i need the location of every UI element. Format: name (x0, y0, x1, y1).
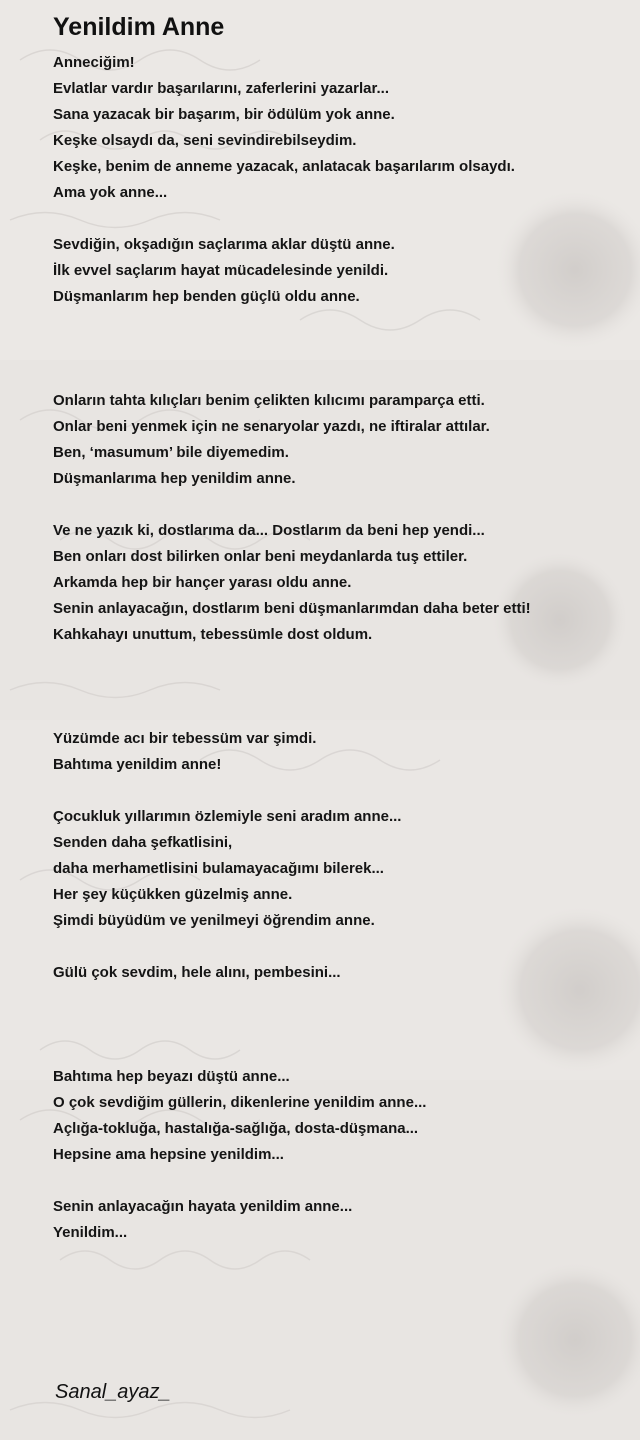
stanza (53, 232, 633, 310)
poem-line: Ben, ‘masumum’ bile diyemedim. (53, 444, 289, 461)
poem-line: Evlatlar vardır başarılarını, zaferlerini yazarlar... (53, 80, 390, 97)
poem-line: Bahtıma yenildim anne! (53, 756, 222, 773)
stanza (53, 50, 633, 206)
stanza-gap (53, 310, 633, 388)
poem-author: Sanal_ayaz_ (55, 1381, 171, 1403)
poem-line: Sana yazacak bir başarım, bir ödülüm yok anne. (53, 106, 395, 123)
poem-line: Onların tahta kılıçları benim çelikten kılıcımı paramparça etti. (53, 392, 485, 409)
stanza-gap (53, 934, 633, 960)
poem-line: Senin anlayacağın hayata yenildim anne... (53, 1198, 353, 1215)
stanza-gap (53, 206, 633, 232)
stanza-gap (53, 778, 633, 804)
poem-line: Gülü çok sevdim, hele alını, pembesini... (53, 964, 341, 981)
poem-line: Senden daha şefkatlisini, (53, 834, 233, 851)
poem-line: Açlığa-tokluğa, hastalığa-sağlığa, dosta-düşmana... (53, 1120, 419, 1137)
poem-line: Bahtıma hep beyazı düştü anne... (53, 1068, 290, 1085)
poem-line: Senin anlayacağın, dostlarım beni düşmanlarımdan daha beter etti! (53, 600, 531, 617)
poem-line: Hepsine ama hepsine yenildim... (53, 1146, 284, 1163)
stanza-gap (53, 492, 633, 518)
poem-line: Arkamda hep bir hançer yarası oldu anne. (53, 574, 352, 591)
poem-line: İlk evvel saçlarım hayat mücadelesinde yenildi. (53, 262, 389, 279)
poem-line: Çocukluk yıllarımın özlemiyle seni aradım anne... (53, 808, 402, 825)
poem-line: Düşmanlarım hep benden güçlü oldu anne. (53, 288, 360, 305)
poem-line: Sevdiğin, okşadığın saçlarıma aklar düştü anne. (53, 236, 395, 253)
poem-line: Kahkahayı unuttum, tebessümle dost oldum. (53, 626, 373, 643)
poem-line: O çok sevdiğim güllerin, dikenlerine yenildim anne... (53, 1094, 427, 1111)
stanza (53, 388, 633, 492)
poem-line: Ben onları dost bilirken onlar beni meydanlarda tuş ettiler. (53, 548, 468, 565)
poem-line: Yenildim... (53, 1224, 128, 1241)
poem-body (53, 50, 633, 1246)
poem-title: Yenildim Anne (53, 13, 225, 41)
poem-line: Ve ne yazık ki, dostlarıma da... Dostlarım da beni hep yendi... (53, 522, 485, 539)
poem-line: Yüzümde acı bir tebessüm var şimdi. (53, 730, 317, 747)
poem-line: Anneciğim! (53, 54, 135, 71)
stanza (53, 726, 633, 778)
stanza-gap (53, 648, 633, 726)
poem-line: Düşmanlarıma hep yenildim anne. (53, 470, 296, 487)
stanza (53, 804, 633, 934)
stanza (53, 518, 633, 648)
stanza (53, 960, 633, 986)
poem-line: Şimdi büyüdüm ve yenilmeyi öğrendim anne. (53, 912, 375, 929)
stanza (53, 1194, 633, 1246)
stanza-gap (53, 986, 633, 1064)
stanza (53, 1064, 633, 1168)
stanza-gap (53, 1168, 633, 1194)
poem-line: Her şey küçükken güzelmiş anne. (53, 886, 293, 903)
poem-line: daha merhametlisini bulamayacağımı bilerek... (53, 860, 384, 877)
poem-line: Onlar beni yenmek için ne senaryolar yazdı, ne iftiralar attılar. (53, 418, 490, 435)
poem-line: Ama yok anne... (53, 184, 168, 201)
poem-line: Keşke olsaydı da, seni sevindirebilseydim. (53, 132, 357, 149)
poem-line: Keşke, benim de anneme yazacak, anlatacak başarılarım olsaydı. (53, 158, 515, 175)
